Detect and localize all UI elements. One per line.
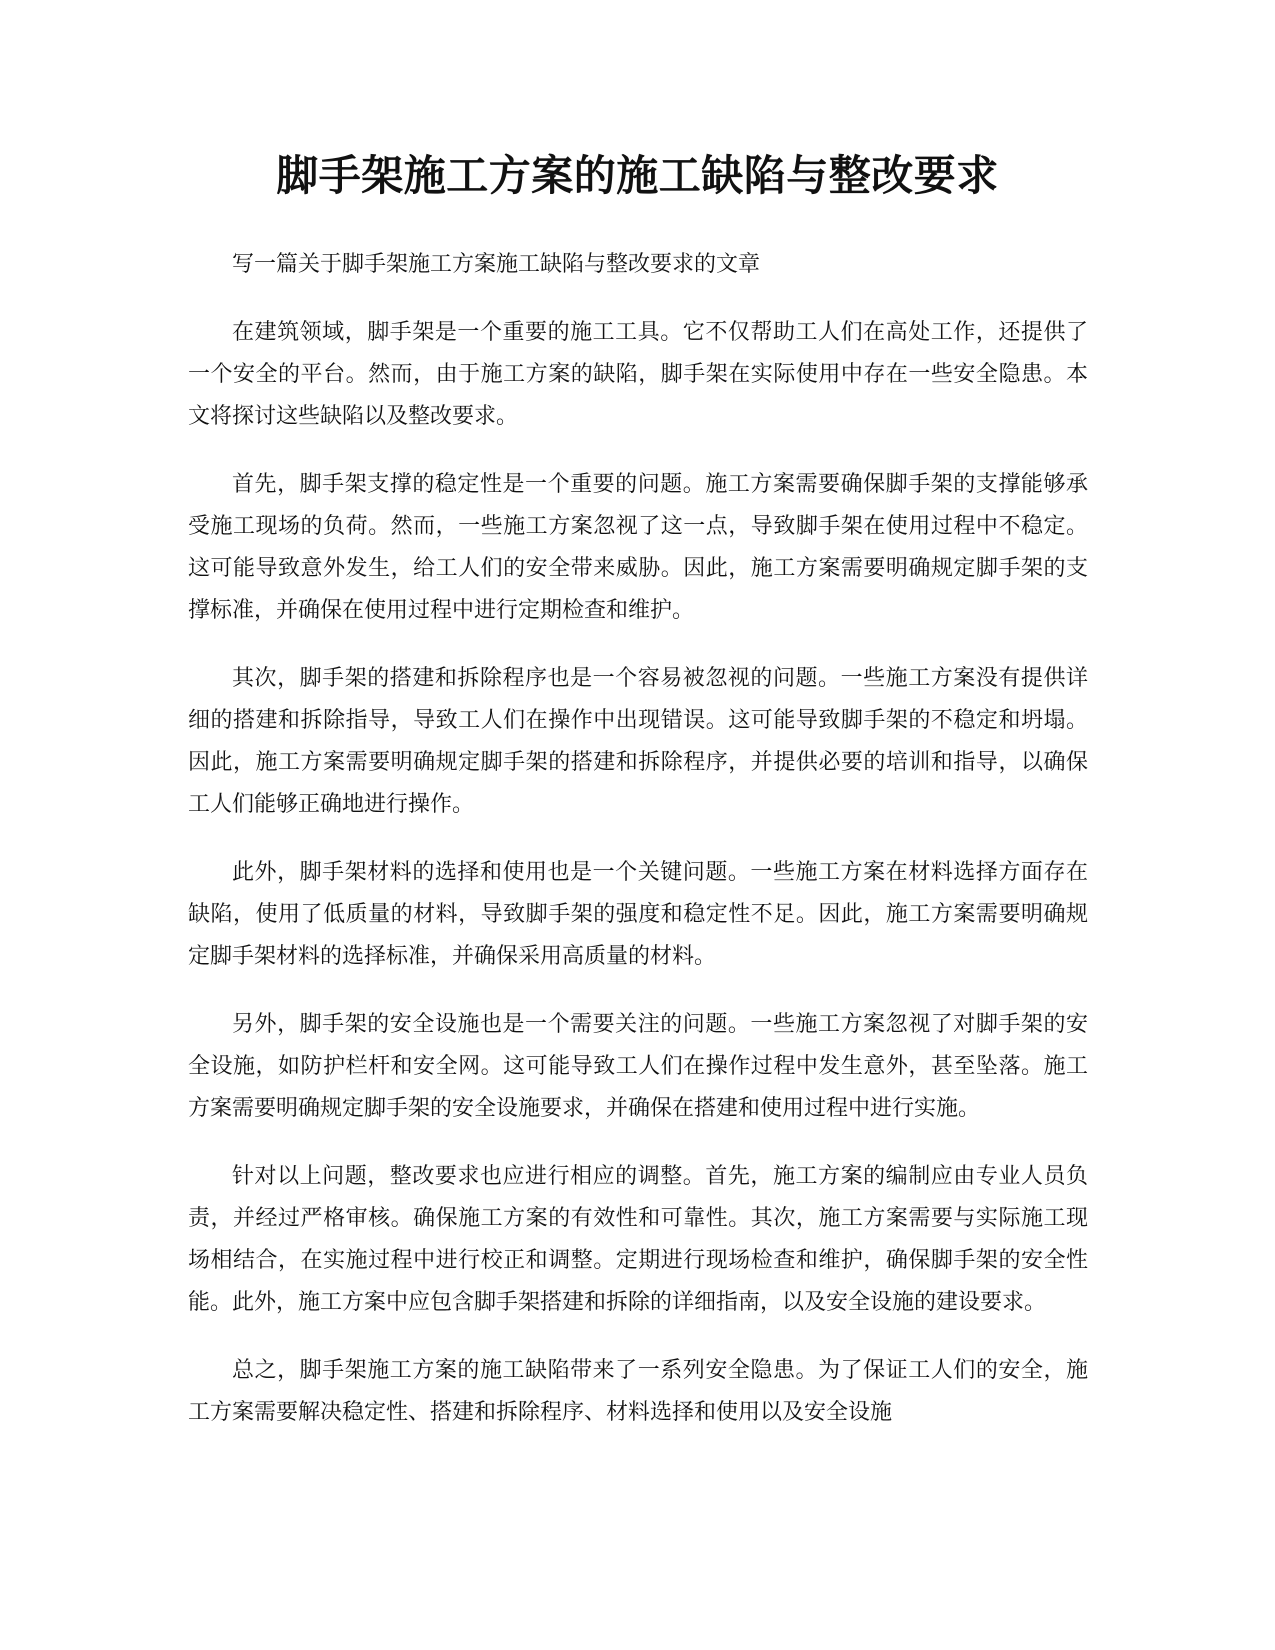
- document-body: [188, 244, 1088, 1460]
- paragraph-8: 总之，脚手架施工方案的施工缺陷带来了一系列安全隐患。为了保证工人们的安全，施工方案需要解决稳定性、搭建和拆除程序、材料选择和使用以及安全设施: [188, 1358, 1088, 1425]
- document-title: 脚手架施工方案的施工缺陷与整改要求: [276, 151, 999, 200]
- paragraph-2: 在建筑领域，脚手架是一个重要的施工工具。它不仅帮助工人们在高处工作，还提供了一个安全的平台。然而，由于施工方案的缺陷，脚手架在实际使用中存在一些安全隐患。本文将探讨这些缺陷以及整改要求。: [188, 320, 1088, 429]
- paragraph-6: 另外，脚手架的安全设施也是一个需要关注的问题。一些施工方案忽视了对脚手架的安全设施，如防护栏杆和安全网。这可能导致工人们在操作过程中发生意外，甚至坠落。施工方案需要明确规定脚手架的安全设施要求，并确保在搭建和使用过程中进行实施。: [188, 1012, 1088, 1121]
- paragraph-4: 其次，脚手架的搭建和拆除程序也是一个容易被忽视的问题。一些施工方案没有提供详细的搭建和拆除指导，导致工人们在操作中出现错误。这可能导致脚手架的不稳定和坍塌。因此，施工方案需要明确规定脚手架的搭建和拆除程序，并提供必要的培训和指导，以确保工人们能够正确地进行操作。: [188, 666, 1088, 817]
- paragraph-3: 首先，脚手架支撑的稳定性是一个重要的问题。施工方案需要确保脚手架的支撑能够承受施工现场的负荷。然而，一些施工方案忽视了这一点，导致脚手架在使用过程中不稳定。这可能导致意外发生，给工人们的安全带来威胁。因此，施工方案需要明确规定脚手架的支撑标准，并确保在使用过程中进行定期检查和维护。: [188, 472, 1088, 623]
- paragraph-7: 针对以上问题，整改要求也应进行相应的调整。首先，施工方案的编制应由专业人员负责，并经过严格审核。确保施工方案的有效性和可靠性。其次，施工方案需要与实际施工现场相结合，在实施过程中进行校正和调整。定期进行现场检查和维护，确保脚手架的安全性能。此外，施工方案中应包含脚手架搭建和拆除的详细指南，以及安全设施的建设要求。: [188, 1164, 1088, 1315]
- paragraph-1: 写一篇关于脚手架施工方案施工缺陷与整改要求的文章: [232, 252, 761, 277]
- paragraph-5: 此外，脚手架材料的选择和使用也是一个关键问题。一些施工方案在材料选择方面存在缺陷，使用了低质量的材料，导致脚手架的强度和稳定性不足。因此，施工方案需要明确规定脚手架材料的选择标准，并确保采用高质量的材料。: [188, 860, 1088, 969]
